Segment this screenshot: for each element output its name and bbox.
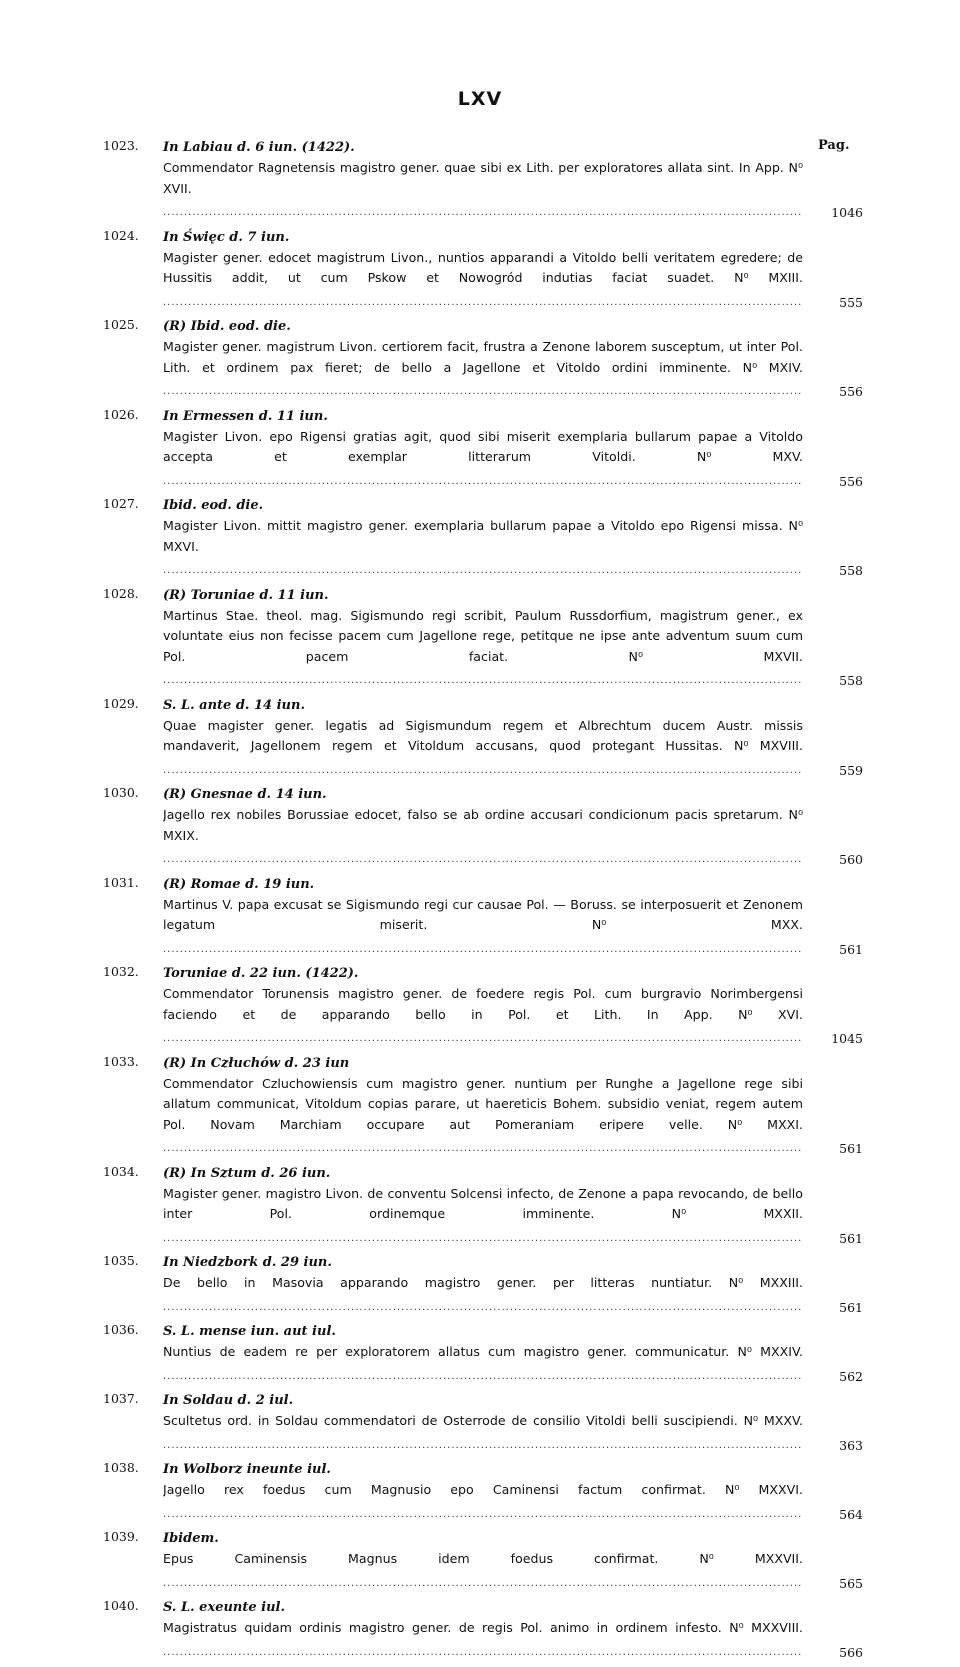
entry-text: Magister Livon. epo Rigensi gratias agit, quod sibi miserit exemplaria bullarum papae a Vitoldo accepta et exemplar litterarum Vitoldi. N⁰ MXV. ..... [163,429,803,487]
entry-page-number: 556 [839,473,863,489]
entry-page-number: 565 [839,1575,863,1591]
entry-title: Toruniae d. 22 iun. (1422). [163,966,359,981]
list-item [103,1164,863,1250]
entry-text: Martinus V. papa excusat se Sigismundo regi cur causae Pol. — Boruss. se interposuerit et Zenonem legatum miserit. N⁰ MXX. ..... [163,897,803,955]
entry-text: Quae magister gener. legatis ad Sigismundum regem et Albrechtum ducem Austr. missis mandaverit, Jagellonem regem et Vitoldum accusans, quod protegant Hussitas. N⁰ MXVIII. ..... [163,718,803,776]
entry-text: Nuntius de eadem re per exploratorem allatus cum magistro gener. communicatur. N⁰ MXXIV. ..... [163,1344,803,1382]
entry-title: (R) Romae d. 19 iun. [163,876,315,892]
entry-number: 1029. [103,695,139,711]
entry-description [163,895,803,961]
entry-page-number: 564 [839,1506,863,1522]
entry-number: 1037. [103,1391,139,1406]
entry-description [163,1273,803,1318]
entry-page-number: 561 [839,941,863,957]
entry-number: 1023. [103,138,139,153]
entry-description [163,1549,803,1594]
entry-description [163,1074,803,1160]
entry-number: 1026. [103,406,139,422]
entry-title: In Labiau d. 6 iun. (1422). [163,140,355,155]
entry-description [163,805,803,871]
entry-title: In Wolborz ineunte iul. [163,1462,331,1477]
entry-number: 1033. [103,1053,139,1069]
entry-text: Martinus Stae. theol. mag. Sigismundo regi scribit, Paulum Russdorfium, magistrum gener., ex voluntate eius non fecisse pacem cum Jagellone rege, petitque ne ipse ante adventum suum cum Pol. pacem faciat. N⁰ MXVII. ..... [163,608,803,687]
entry-description [163,984,803,1050]
entry-number: 1024. [103,227,139,243]
list-item [103,1460,863,1525]
list-item [103,1598,863,1663]
entry-text: Commendator Czluchowiensis cum magistro gener. nuntium per Runghe a Jagellone rege sibi allatum communicat, Vitoldum copias parare, ut haereticis Bohem. subsidio veniat, regem autem Pol. Novam Marchiam occupare aut Pomeraniam eripere velle. N⁰ MXXI. ..... [163,1076,803,1155]
entry-description [163,1480,803,1525]
entry-title: (R) In Człuchów d. 23 iun [163,1055,350,1071]
entry-text: Magister gener. edocet magistrum Livon., nuntios apparandi a Vitoldo belli veritatem egredere; de Hussitis addit, ut cum Pskow et Nowogród indutias faciat suadet. N⁰ MXIII. ..... [163,250,803,308]
entry-page-number: 561 [839,1299,863,1315]
entry-title: Ibid. eod. die. [163,498,264,513]
list-item [103,138,863,224]
entry-number: 1038. [103,1460,139,1475]
entry-page-number: 1046 [831,205,863,220]
entry-description [163,1342,803,1387]
entry-description [163,337,803,403]
entry-description [163,1618,803,1663]
pag-column-label: Pag. [818,138,850,153]
entry-number: 1036. [103,1322,139,1337]
entry-description [163,516,803,582]
list-item [103,407,863,493]
entry-text: Jagello rex nobiles Borussiae edocet, falso se ab ordine accusari condicionum pacis spretarum. N⁰ MXIX. ..... [163,807,803,865]
list-item [103,1391,863,1456]
entry-page-number: 556 [839,384,863,399]
entry-title: (R) Toruniae d. 11 iun. [163,587,329,603]
entry-text: Magistratus quidam ordinis magistro gener. de regis Pol. animo in ordinem infesto. N⁰ MXXVIII. ..... [163,1620,803,1658]
entry-text: De bello in Masovia apparando magistro gener. per litteras nuntiatur. N⁰ MXXIII. ..... [163,1275,803,1313]
list-item [103,875,863,961]
list-item [103,785,863,871]
entry-number: 1039. [103,1529,139,1544]
entry-number: 1028. [103,585,139,601]
entry-description [163,248,803,314]
entry-text: Commendator Ragnetensis magistro gener. quae sibi ex Lith. per exploratores allata sint. In App. N⁰ XVII. ..... [163,160,803,218]
entry-text: Magister Livon. mittit magistro gener. exemplaria bullarum papae a Vitoldo epo Rigensi missa. N⁰ MXVI. ..... [163,518,803,576]
list-item [103,586,863,692]
entry-description [163,716,803,782]
entry-title: In Święc d. 7 iun. [163,229,290,245]
entry-text: Scultetus ord. in Soldau commendatori de Osterrode de consilio Vitoldi belli suscipiendi. N⁰ MXXV. ..... [163,1413,803,1451]
list-item [103,696,863,782]
entry-description [163,1411,803,1456]
entry-number: 1040. [103,1598,139,1613]
entry-description [163,427,803,493]
entry-number: 1031. [103,874,139,890]
entry-number: 1034. [103,1163,139,1179]
page-number: LXV [457,88,503,110]
entry-title: In Niedzbork d. 29 iun. [163,1255,332,1270]
entry-title: S. L. ante d. 14 iun. [163,697,305,713]
table-of-contents [103,138,863,1667]
entry-page-number: 555 [839,294,863,310]
entry-title: (R) Gnesnae d. 14 iun. [163,787,327,802]
entry-title: In Ermessen d. 11 iun. [163,408,328,424]
entry-description [163,606,803,692]
entry-page-number: 562 [839,1368,863,1384]
entry-description [163,158,803,224]
entry-text: Magister gener. magistrum Livon. certiorem facit, frustra a Zenone laborem susceptum, ut inter Pol. Lith. et ordinem pax fieret; de bello a Jagellone et Vitoldo ordini imminente. N⁰ MXIV. ..... [163,339,803,397]
list-item [103,964,863,1050]
entry-page-number: 561 [839,1141,863,1156]
entry-page-number: 558 [839,563,863,578]
entry-title: S. L. exeunte iul. [163,1600,286,1615]
entry-page-number: 363 [839,1437,863,1453]
entry-number: 1027. [103,496,139,511]
entry-description [163,1184,803,1250]
entry-title: (R) Ibid. eod. die. [163,319,291,334]
entry-page-number: 561 [839,1230,863,1246]
entry-text: Commendator Torunensis magistro gener. de foedere regis Pol. cum burgravio Norimbergensi faciendo et de apparando bello in Pol. et Lith. In App. N⁰ XVI. ..... [163,986,803,1044]
entry-title: Ibidem. [163,1531,219,1546]
list-item [103,1054,863,1160]
entry-page-number: 559 [839,762,863,778]
entry-title: In Soldau d. 2 iul. [163,1393,294,1408]
entry-page-number: 560 [839,852,863,867]
entry-number: 1030. [103,785,139,800]
list-item [103,1322,863,1387]
entry-number: 1035. [103,1253,139,1268]
entry-page-number: 558 [839,673,863,688]
list-item [103,496,863,582]
entry-text: Jagello rex foedus cum Magnusio epo Caminensi factum confirmat. N⁰ MXXVI. ..... [163,1482,803,1520]
entry-page-number: 566 [839,1644,863,1660]
list-item [103,317,863,403]
entry-title: S. L. mense iun. aut iul. [163,1324,336,1339]
entry-text: Magister gener. magistro Livon. de conventu Solcensi infecto, de Zenone a papa revocando, de bello inter Pol. ordinemque imminente. N⁰ MXXII. ..... [163,1186,803,1244]
entry-number: 1032. [103,964,139,979]
entry-number: 1025. [103,317,139,332]
list-item [103,1529,863,1594]
list-item [103,228,863,314]
list-item [103,1253,863,1318]
entry-page-number: 1045 [831,1031,863,1046]
entry-title: (R) In Sztum d. 26 iun. [163,1165,331,1181]
entry-text: Epus Caminensis Magnus idem foedus confirmat. N⁰ MXXVII. ..... [163,1551,803,1589]
